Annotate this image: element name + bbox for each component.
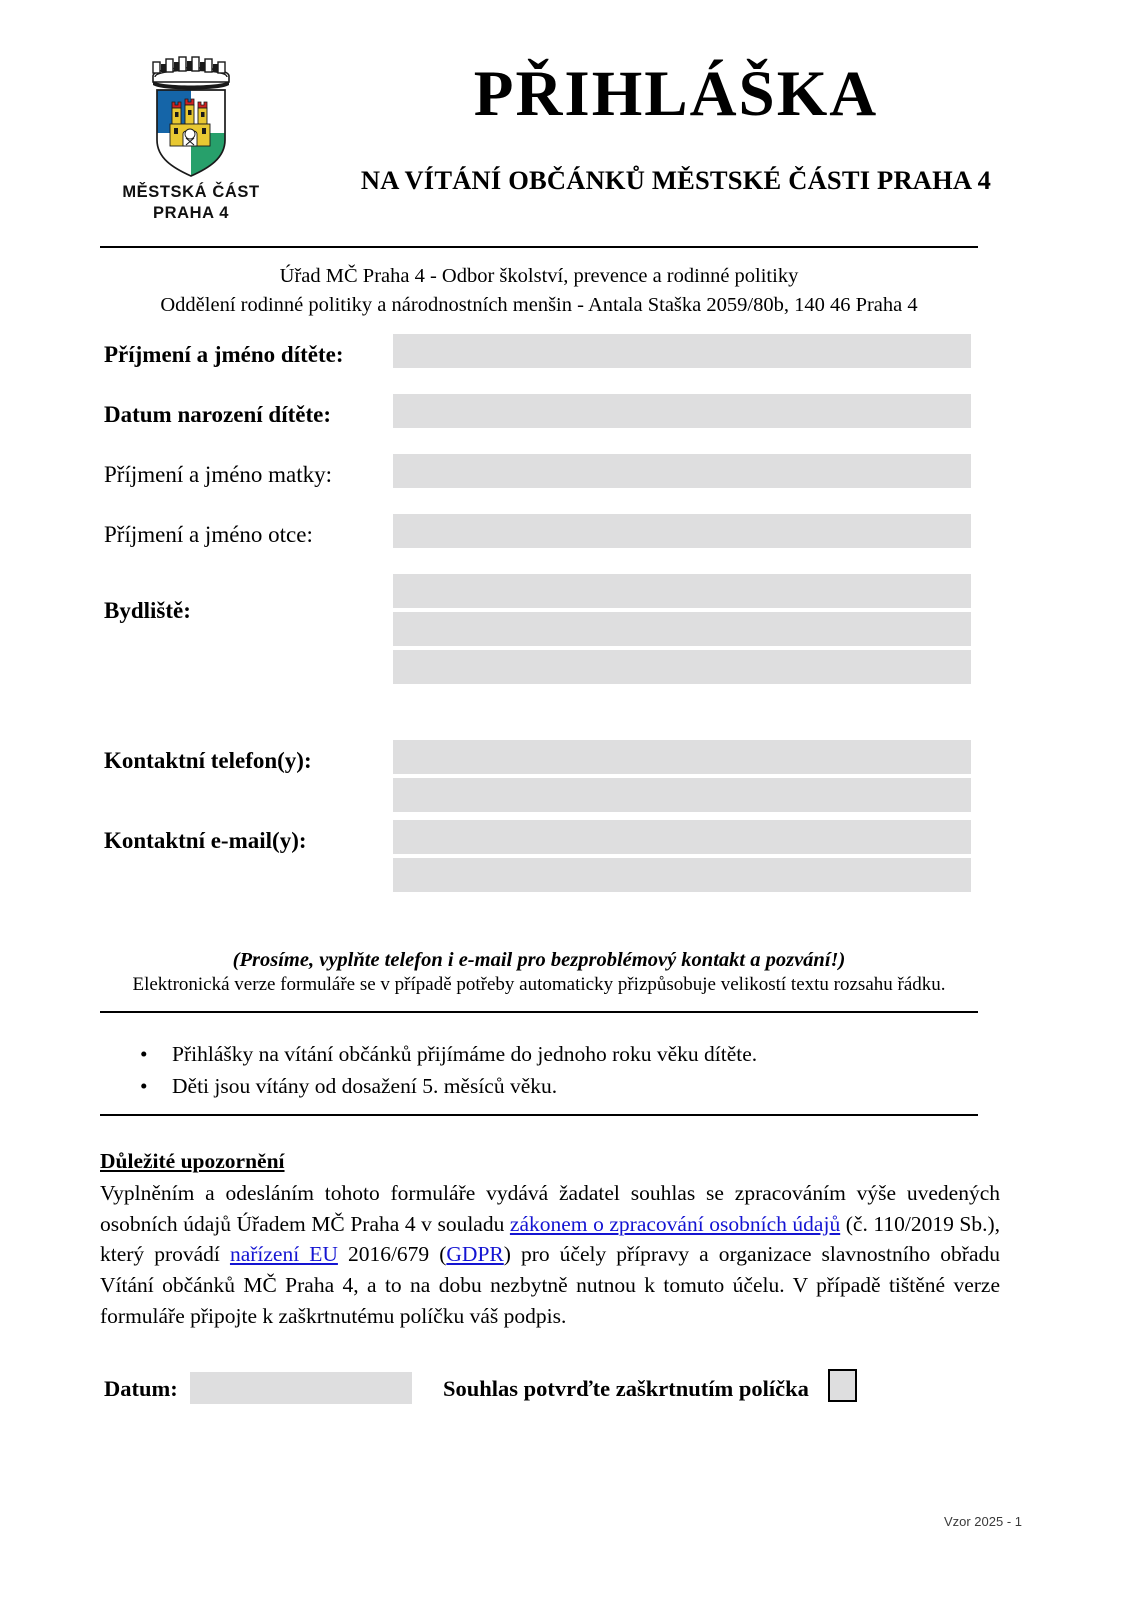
link-personal-data-act[interactable]: zákonem o zpracování osobních údajů bbox=[509, 1211, 841, 1236]
divider-top bbox=[100, 246, 978, 248]
field-row-child-name bbox=[0, 330, 1132, 372]
label-phone: Kontaktní telefon(y): bbox=[104, 748, 312, 773]
logo-line-1: MĚSTSKÁ ČÁST bbox=[122, 183, 260, 201]
field-row-mother-name bbox=[0, 450, 1132, 492]
rules-list bbox=[136, 1038, 986, 1103]
label-residence: Bydliště: bbox=[104, 598, 191, 623]
input-child-name[interactable] bbox=[393, 334, 971, 368]
divider-bottom bbox=[100, 1114, 978, 1116]
notice-text-part-2: (č. 110/2019 Sb.), který provádí bbox=[100, 1211, 1000, 1267]
label-child-birthdate: Datum narození dítěte: bbox=[104, 402, 331, 427]
page-title: PŘIHLÁŠKA bbox=[473, 58, 879, 130]
bullet-dot-icon: • bbox=[140, 1074, 148, 1099]
input-mother-name[interactable] bbox=[393, 454, 971, 488]
input-residence-line-2[interactable] bbox=[393, 612, 971, 646]
consent-checkbox[interactable] bbox=[828, 1369, 857, 1402]
link-eu-regulation[interactable]: nařízení EU bbox=[229, 1242, 338, 1267]
label-child-name: Příjmení a jméno dítěte: bbox=[104, 342, 344, 367]
field-row-email bbox=[0, 816, 1132, 896]
label-mother-name: Příjmení a jméno matky: bbox=[104, 462, 333, 487]
document-header bbox=[0, 0, 1132, 240]
office-address bbox=[100, 262, 978, 320]
title-block bbox=[276, 58, 1076, 196]
label-email: Kontaktní e-mail(y): bbox=[104, 828, 307, 853]
input-phone-line-2[interactable] bbox=[393, 778, 971, 812]
label-consent: Souhlas potvrďte zaškrtnutím políčka bbox=[443, 1376, 809, 1401]
list-item-label: Děti jsou vítány od dosažení 5. měsíců věku. bbox=[172, 1074, 558, 1099]
input-child-birthdate[interactable] bbox=[393, 394, 971, 428]
notice-text-part-3: 2016/679 ( bbox=[337, 1242, 447, 1267]
list-item-label: Přihlášky na vítání občánků přijímáme do jednoho roku věku dítěte. bbox=[172, 1042, 758, 1066]
list-item bbox=[136, 1070, 986, 1102]
notice-text-part-4: ) pro účely přípravy a organizace slavnostního obřadu Vítání občánků MČ Praha 4, a to na dobu nezbytně nutnou k tomuto účelu. V případě tištěné verze formuláře připojte k zaškrtnutému políčku váš podpis. bbox=[100, 1242, 1000, 1328]
input-father-name[interactable] bbox=[393, 514, 971, 548]
notice-text-part-1: Vyplněním a odesláním tohoto formuláře vydává žadatel souhlas se zpracováním výše uvedených osobních údajů Úřadem MČ Praha 4 v souladu bbox=[100, 1180, 1000, 1236]
logo-line-2: PRAHA 4 bbox=[152, 204, 230, 223]
notice-body bbox=[100, 1178, 1000, 1332]
praha4-coat-of-arms-icon bbox=[139, 52, 243, 178]
list-item bbox=[136, 1038, 986, 1070]
field-row-phone bbox=[0, 736, 1132, 816]
divider-middle bbox=[100, 1011, 978, 1013]
input-residence-line-3[interactable] bbox=[393, 650, 971, 684]
logo-text bbox=[116, 182, 266, 224]
field-row-child-birthdate bbox=[0, 390, 1132, 432]
label-date: Datum: bbox=[104, 1376, 178, 1401]
input-date[interactable] bbox=[190, 1372, 412, 1404]
label-father-name: Příjmení a jméno otce: bbox=[104, 522, 313, 547]
note-contact-request: (Prosíme, vyplňte telefon i e-mail pro bezproblémový kontakt a pozvání!) bbox=[232, 949, 846, 971]
municipality-logo bbox=[116, 52, 266, 224]
notice-heading: Důležité upozornění bbox=[100, 1149, 285, 1173]
signature-row bbox=[0, 1368, 1132, 1414]
office-line-2: Oddělení rodinné politiky a národnostních menšin - Antala Staška 2059/80b, 140 46 Praha 4 bbox=[160, 294, 918, 317]
input-email-line-1[interactable] bbox=[393, 820, 971, 854]
input-residence-line-1[interactable] bbox=[393, 574, 971, 608]
bullet-dot-icon: • bbox=[140, 1042, 148, 1066]
input-email-line-2[interactable] bbox=[393, 858, 971, 892]
field-row-father-name bbox=[0, 510, 1132, 552]
page-subtitle: NA VÍTÁNÍ OBČÁNKŮ MĚSTSKÉ ČÁSTI PRAHA 4 bbox=[360, 165, 992, 195]
note-electronic-version: Elektronická verze formuláře se v případě potřeby automaticky přizpůsobuje velikostí textu rozsahu řádku. bbox=[132, 974, 946, 995]
field-row-residence bbox=[0, 570, 1132, 690]
important-notice bbox=[100, 1148, 1000, 1332]
document-version: Vzor 2025 - 1 bbox=[943, 1514, 1022, 1529]
link-gdpr[interactable]: GDPR bbox=[446, 1242, 504, 1267]
office-line-1: Úřad MČ Praha 4 - Odbor školství, prevence a rodinné politiky bbox=[279, 265, 799, 287]
input-phone-line-1[interactable] bbox=[393, 740, 971, 774]
